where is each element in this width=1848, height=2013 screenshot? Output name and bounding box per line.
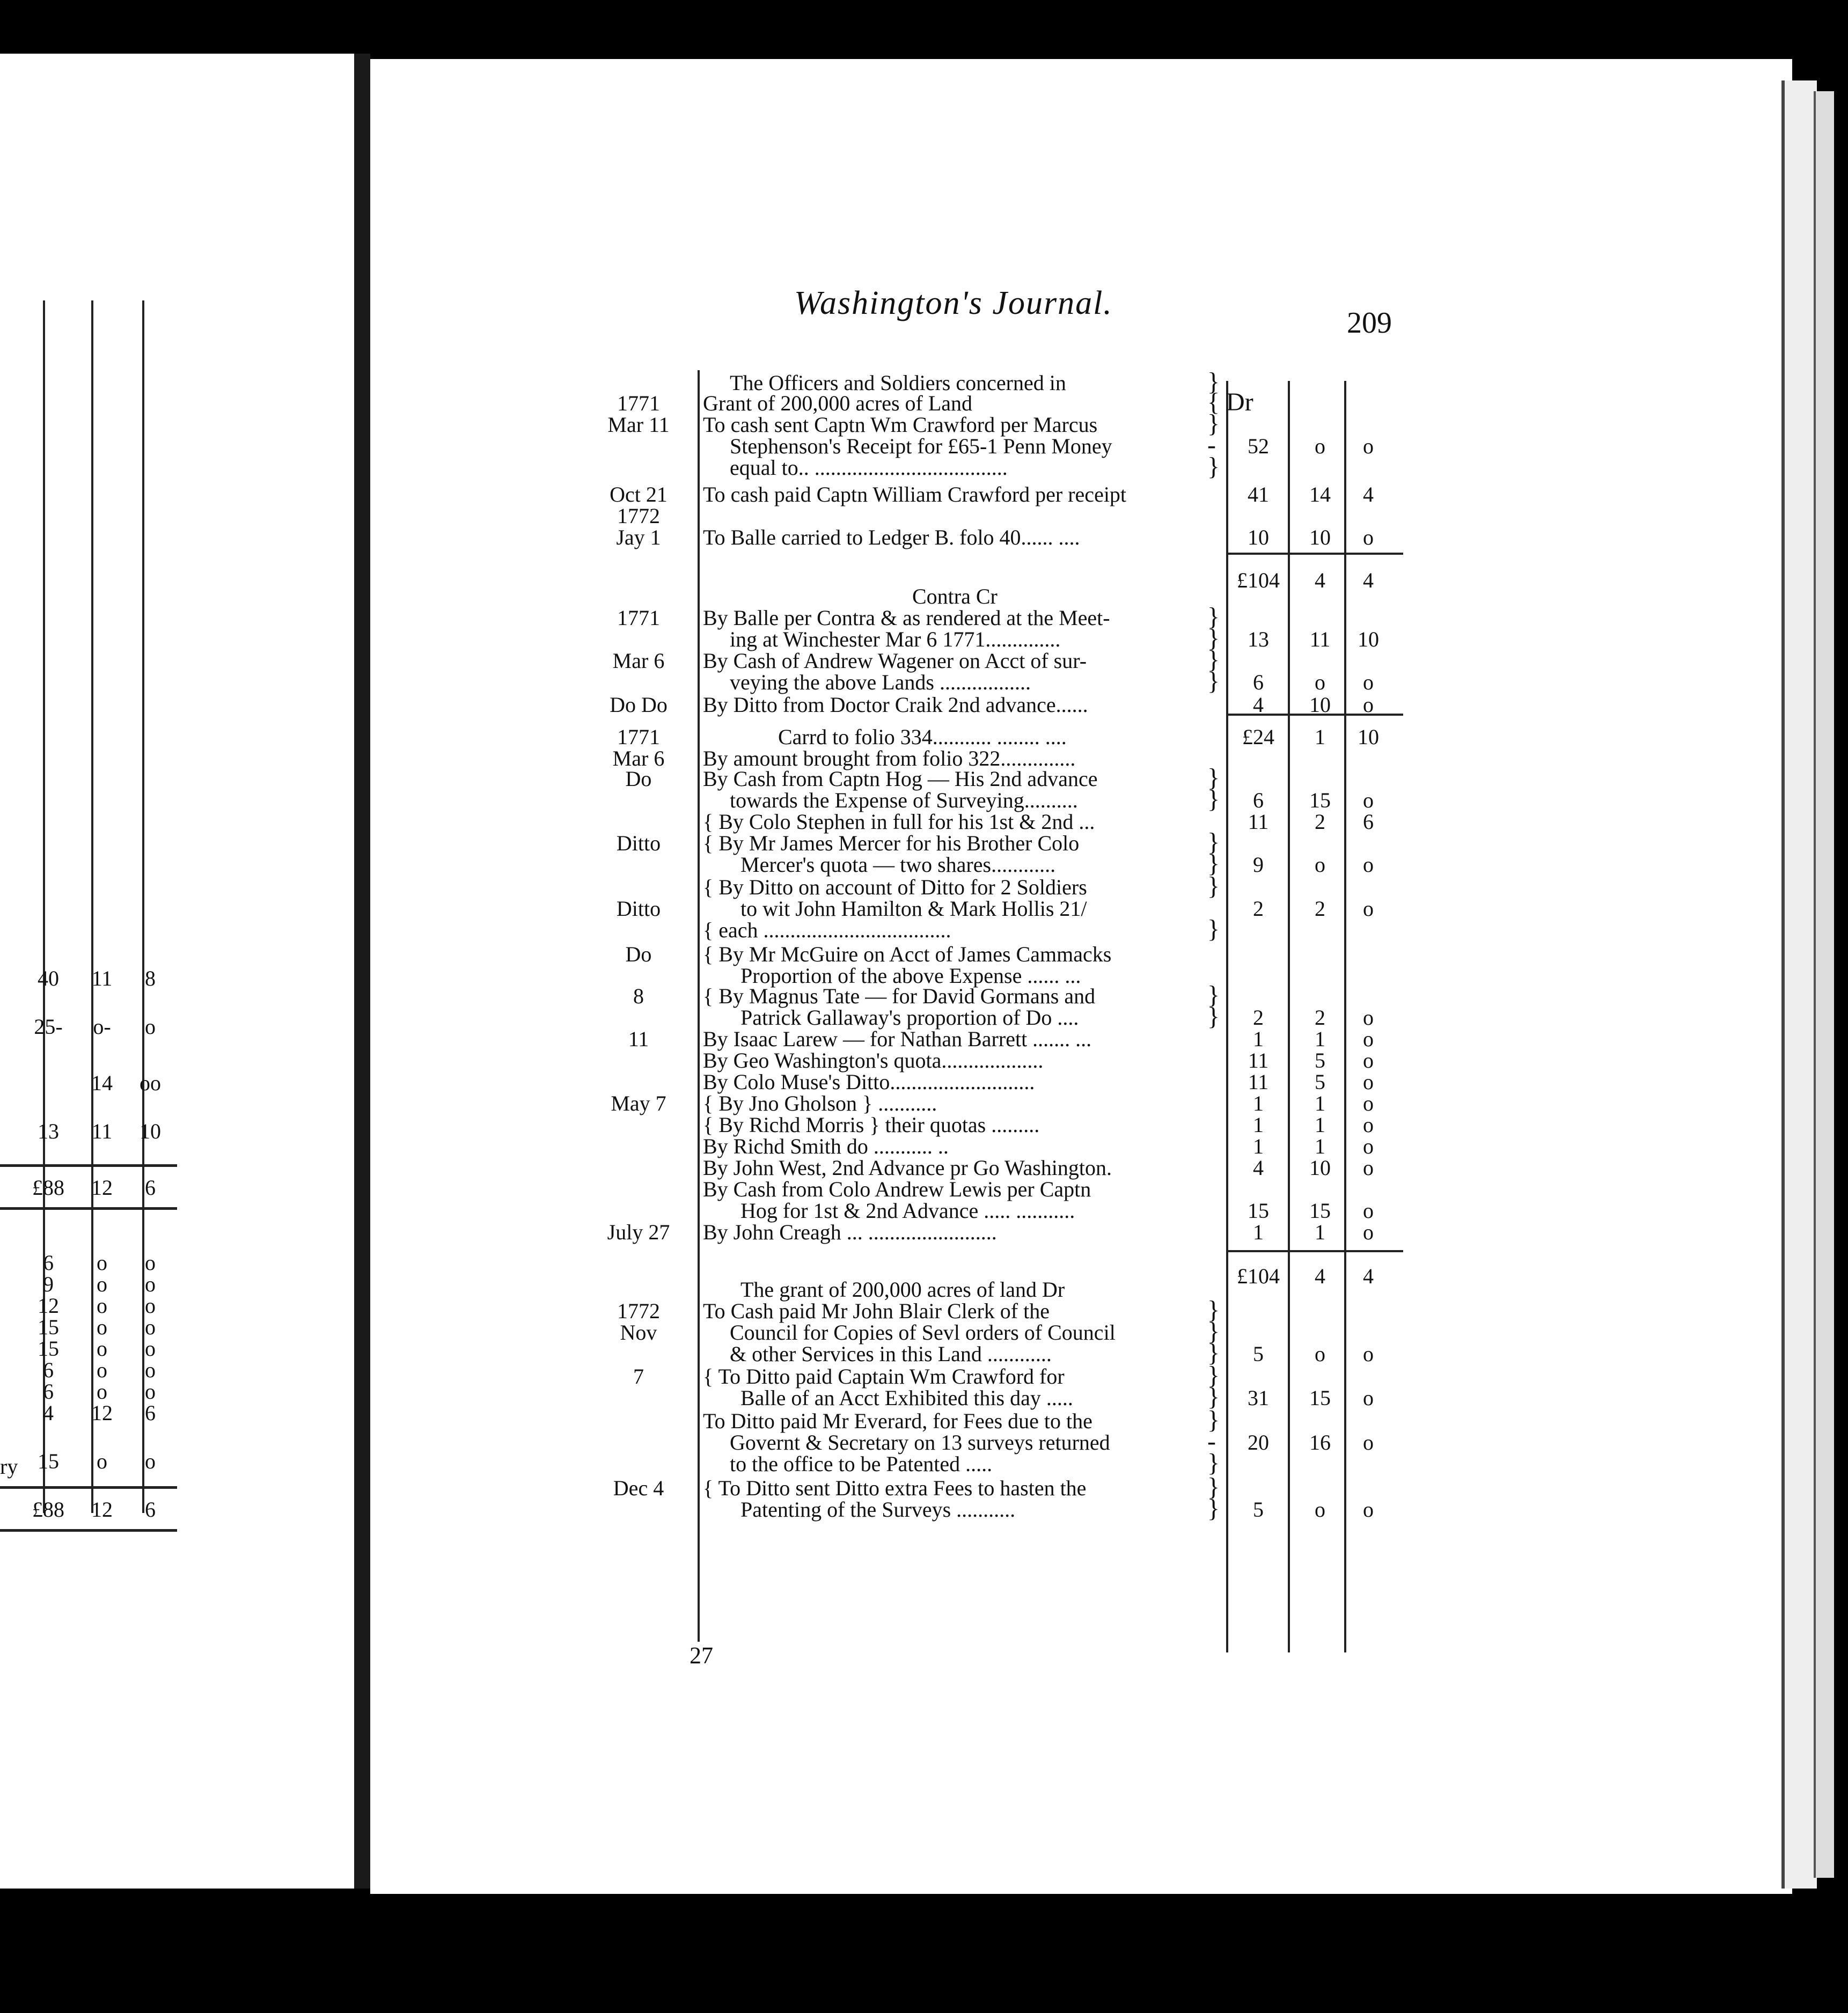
left-amount: o xyxy=(145,1379,156,1404)
margin-fragment: ry xyxy=(0,1454,18,1479)
pence-value: o xyxy=(1363,1134,1374,1158)
entry-description: { To Ditto paid Captain Wm Crawford for xyxy=(703,1364,1065,1388)
left-amount: o xyxy=(145,1015,156,1039)
shillings-value: 1 xyxy=(1315,1027,1325,1051)
pence-value: o xyxy=(1363,670,1374,694)
left-amount: 6 xyxy=(43,1358,54,1382)
pounds-value: 20 xyxy=(1248,1430,1269,1454)
entry-description: Mercer's quota — two shares............ xyxy=(740,853,1056,877)
entry-date: May 7 xyxy=(611,1091,666,1115)
brace-mark: } xyxy=(1207,1361,1220,1390)
entry-description: Governt & Secretary on 13 surveys returned xyxy=(730,1430,1110,1454)
pounds-value: 1 xyxy=(1253,1091,1264,1115)
shillings-value: o xyxy=(1315,853,1325,877)
left-amount: oo xyxy=(140,1071,161,1095)
entry-description: To Ditto paid Mr Everard, for Fees due to the xyxy=(703,1409,1092,1433)
ledger-entry xyxy=(569,692,1395,716)
sum-rule xyxy=(0,1164,177,1167)
ledger-entry xyxy=(569,1002,1395,1031)
entry-description: By Geo Washington's quota................... xyxy=(703,1048,1044,1072)
shillings-value: o xyxy=(1315,670,1325,694)
shillings-value: 11 xyxy=(1309,627,1331,651)
entry-description: Carrd to folio 334........... ........ .... xyxy=(778,725,1067,749)
shillings-value: 10 xyxy=(1309,1156,1331,1180)
pounds-value: 5 xyxy=(1253,1342,1264,1366)
pounds-value: £24 xyxy=(1242,725,1274,749)
pence-value: o xyxy=(1363,788,1374,812)
pounds-value: 1 xyxy=(1253,1220,1264,1244)
book-gutter xyxy=(354,54,370,1889)
entry-description: { By Jno Gholson } ........... xyxy=(703,1091,937,1115)
ledger-entry xyxy=(569,1298,1395,1322)
pence-value: o xyxy=(1363,1199,1374,1223)
shillings-value: o xyxy=(1315,1342,1325,1366)
entry-description: Stephenson's Receipt for £65-1 Penn Money xyxy=(730,434,1112,458)
left-amount: o xyxy=(145,1294,156,1318)
left-amount: o xyxy=(97,1272,107,1296)
shillings-value: 1 xyxy=(1315,725,1325,749)
entry-description: Hog for 1st & 2nd Advance ..... ........... xyxy=(740,1199,1075,1223)
pounds-value: 1 xyxy=(1253,1027,1264,1051)
sum-rule xyxy=(0,1529,177,1532)
entry-date: 1772 xyxy=(617,504,660,528)
brace-mark: } xyxy=(1207,667,1220,695)
shillings-value: 2 xyxy=(1315,810,1325,834)
left-amount: o xyxy=(145,1315,156,1339)
ledger-entry xyxy=(569,872,1395,900)
ledger-entry xyxy=(569,1317,1395,1346)
pence-value: o xyxy=(1363,1156,1374,1180)
left-amount: 11 xyxy=(91,1119,113,1143)
brace-mark: - xyxy=(1207,1427,1216,1456)
entry-date: Dec 4 xyxy=(613,1476,664,1500)
entry-date: Ditto xyxy=(616,897,661,921)
ledger-entry xyxy=(569,1048,1395,1071)
ledger-entry xyxy=(569,785,1395,813)
ledger-entry xyxy=(569,503,1395,527)
ledger-entry xyxy=(569,763,1395,792)
entry-description: By John Creagh ... ........................ xyxy=(703,1220,997,1244)
left-amount: £88 xyxy=(32,1497,64,1522)
left-amount: o xyxy=(97,1379,107,1404)
pounds-value: 11 xyxy=(1248,810,1269,834)
pence-value: o xyxy=(1363,1497,1374,1522)
entry-description: { By Mr James Mercer for his Brother Colo xyxy=(703,831,1080,855)
entry-description: By Richd Smith do ........... .. xyxy=(703,1134,949,1158)
pounds-value: 2 xyxy=(1253,1005,1264,1030)
left-amount: 25- xyxy=(34,1015,63,1039)
pounds-value: 52 xyxy=(1248,434,1269,458)
entry-date: 1771 xyxy=(617,606,660,630)
left-amount: 4 xyxy=(43,1401,54,1425)
left-amount: 6 xyxy=(43,1251,54,1275)
shillings-value: 15 xyxy=(1309,1199,1331,1223)
entry-description: By Balle per Contra & as rendered at the Meet- xyxy=(703,606,1110,630)
left-amount: o xyxy=(97,1358,107,1382)
brace-mark: } xyxy=(1207,452,1220,481)
brace-mark: } xyxy=(1207,1339,1220,1367)
entry-date: 8 xyxy=(633,984,644,1008)
left-amount: o xyxy=(97,1315,107,1339)
ledger-entry xyxy=(569,452,1395,481)
entry-date: Do Do xyxy=(610,693,668,717)
pence-value: o xyxy=(1363,1386,1374,1410)
pounds-value: 11 xyxy=(1248,1048,1269,1072)
entry-date: Oct 21 xyxy=(610,482,668,506)
ledger-entry xyxy=(569,1427,1395,1456)
ledger-entry xyxy=(569,605,1395,629)
pounds-value: £104 xyxy=(1237,568,1280,592)
entry-date: Mar 11 xyxy=(607,413,670,437)
pence-value: 4 xyxy=(1363,1264,1374,1288)
brace-mark: } xyxy=(1207,1317,1220,1346)
entry-description: { By Mr McGuire on Acct of James Cammacks xyxy=(703,942,1112,966)
pounds-value: 6 xyxy=(1253,670,1264,694)
ledger-entry xyxy=(569,431,1395,459)
entry-description: to wit John Hamilton & Mark Hollis 21/ xyxy=(740,897,1087,921)
entry-description: To cash paid Captn William Crawford per receipt xyxy=(703,482,1127,506)
entry-description: { By Magnus Tate — for David Gormans and xyxy=(703,984,1096,1008)
brace-mark: } xyxy=(1207,981,1220,1009)
entry-date: Mar 6 xyxy=(612,746,665,770)
left-amount: o xyxy=(97,1336,107,1361)
entry-description: veying the above Lands ................. xyxy=(730,670,1031,694)
pounds-value: 41 xyxy=(1248,482,1269,506)
pence-value: o xyxy=(1363,897,1374,921)
ledger-entry xyxy=(569,584,1395,607)
ledger-entry xyxy=(569,1026,1395,1050)
left-amount: 12 xyxy=(91,1497,113,1522)
shillings-value: 16 xyxy=(1309,1430,1331,1454)
ledger-entry xyxy=(569,1069,1395,1093)
left-amount: 14 xyxy=(91,1071,113,1095)
pounds-value: 4 xyxy=(1253,1156,1264,1180)
ledger-entry xyxy=(569,409,1395,438)
left-amount: 15 xyxy=(38,1315,59,1339)
entry-description: towards the Expense of Surveying.......... xyxy=(730,788,1078,812)
entry-description: { By Richd Morris } their quotas ......... xyxy=(703,1113,1040,1137)
brace-mark: } xyxy=(1207,1383,1220,1411)
pounds-value: 1 xyxy=(1253,1134,1264,1158)
pence-value: o xyxy=(1363,434,1374,458)
ledger-entry xyxy=(569,1361,1395,1390)
shillings-value: 2 xyxy=(1315,1005,1325,1030)
ledger-entry xyxy=(569,1155,1395,1179)
entry-description: The Officers and Soldiers concerned in xyxy=(730,371,1066,395)
left-amount: o xyxy=(97,1251,107,1275)
entry-date: 1771 xyxy=(617,725,660,749)
shillings-value: 15 xyxy=(1309,1386,1331,1410)
left-amount: o xyxy=(145,1358,156,1382)
sum-rule xyxy=(0,1207,177,1210)
brace-mark: } xyxy=(1207,828,1220,856)
ledger-entry xyxy=(569,849,1395,878)
left-amount: o xyxy=(145,1251,156,1275)
entry-date: Nov xyxy=(620,1320,657,1345)
shillings-value: o xyxy=(1315,434,1325,458)
brace-mark: - xyxy=(1207,431,1216,459)
entry-description: { By Ditto on account of Ditto for 2 Soldiers xyxy=(703,875,1087,899)
entry-description: To cash sent Captn Wm Crawford per Marcus xyxy=(703,413,1098,437)
shillings-value: o xyxy=(1315,1497,1325,1522)
brace-mark: } xyxy=(1207,915,1220,943)
left-amount: o xyxy=(145,1449,156,1473)
pounds-value: 10 xyxy=(1248,525,1269,549)
entry-description: Grant of 200,000 acres of Land xyxy=(703,391,973,415)
brace-mark: } xyxy=(1207,1406,1220,1434)
entry-date: 11 xyxy=(628,1027,649,1051)
entry-date: Do xyxy=(625,767,652,791)
entry-date: 1772 xyxy=(617,1299,660,1323)
entry-description: By Cash from Colo Andrew Lewis per Captn xyxy=(703,1177,1091,1201)
entry-description: Proportion of the above Expense ...... ... xyxy=(740,964,1081,988)
ledger-entry xyxy=(569,828,1395,856)
left-amount: 10 xyxy=(140,1119,161,1143)
entry-description: By Cash from Captn Hog — His 2nd advance xyxy=(703,767,1098,791)
brace-mark: } xyxy=(1207,368,1220,396)
shillings-value: 2 xyxy=(1315,897,1325,921)
ledger-entry xyxy=(569,983,1395,1007)
left-amount: o xyxy=(145,1272,156,1296)
left-page-fragment xyxy=(0,54,354,1889)
pence-value: o xyxy=(1363,1342,1374,1366)
entry-description: The grant of 200,000 acres of land Dr xyxy=(740,1277,1065,1302)
left-amount: 13 xyxy=(38,1119,59,1143)
entry-description: ing at Winchester Mar 6 1771.............. xyxy=(730,627,1061,651)
ledger-entry xyxy=(569,1385,1395,1409)
entry-description: Balle of an Acct Exhibited this day ..... xyxy=(740,1386,1073,1410)
page-number: 209 xyxy=(1347,306,1392,340)
pence-value: 10 xyxy=(1358,627,1379,651)
left-amount: 8 xyxy=(145,966,156,990)
brace-mark: } xyxy=(1207,763,1220,792)
pence-value: o xyxy=(1363,1091,1374,1115)
left-amount: 40 xyxy=(38,966,59,990)
entry-description: { To Ditto sent Ditto extra Fees to hasten the xyxy=(703,1476,1087,1500)
brace-mark: } xyxy=(1207,409,1220,438)
ledger-entry xyxy=(569,1134,1395,1157)
left-amount: 15 xyxy=(38,1449,59,1473)
entry-description: By Ditto from Doctor Craik 2nd advance...... xyxy=(703,693,1088,717)
shillings-value: 1 xyxy=(1315,1220,1325,1244)
pence-value: o xyxy=(1363,693,1374,717)
pence-value: 10 xyxy=(1358,725,1379,749)
shillings-value: 4 xyxy=(1315,1264,1325,1288)
brace-mark: } xyxy=(1207,785,1220,813)
ledger-entry xyxy=(569,482,1395,505)
pounds-value: 11 xyxy=(1248,1070,1269,1094)
pence-value: o xyxy=(1363,1005,1374,1030)
pence-value: o xyxy=(1363,525,1374,549)
ledger-entry xyxy=(569,809,1395,833)
ledger-entry xyxy=(569,624,1395,652)
entry-description: By amount brought from folio 322.............. xyxy=(703,746,1076,770)
pounds-value: 4 xyxy=(1253,693,1264,717)
total-rule xyxy=(1226,553,1403,555)
pounds-value: 13 xyxy=(1248,627,1269,651)
ledger-entry xyxy=(569,1277,1395,1301)
ledger-entry xyxy=(569,1341,1395,1365)
brace-mark: } xyxy=(1207,872,1220,900)
pence-value: o xyxy=(1363,1113,1374,1137)
pence-value: o xyxy=(1363,853,1374,877)
pence-value: o xyxy=(1363,1220,1374,1244)
entry-description: To Balle carried to Ledger B. folo 40...... .... xyxy=(703,525,1080,549)
left-amount: 6 xyxy=(145,1401,156,1425)
left-amount: o xyxy=(145,1336,156,1361)
brace-mark: } xyxy=(1207,645,1220,674)
entry-description: & other Services in this Land ............ xyxy=(730,1342,1052,1366)
ledger-entry xyxy=(569,942,1395,965)
brace-mark: } xyxy=(1207,603,1220,631)
shillings-value: 1 xyxy=(1315,1134,1325,1158)
pounds-value: 15 xyxy=(1248,1199,1269,1223)
shillings-value: 5 xyxy=(1315,1070,1325,1094)
page-edge-shadow xyxy=(1814,91,1834,1878)
left-amount: 6 xyxy=(145,1176,156,1200)
pounds-value: 5 xyxy=(1253,1497,1264,1522)
pence-value: 4 xyxy=(1363,568,1374,592)
shillings-value: 1 xyxy=(1315,1113,1325,1137)
brace-mark: { Dr xyxy=(1207,388,1253,416)
shillings-value: 1 xyxy=(1315,1091,1325,1115)
pounds-value: £104 xyxy=(1237,1264,1280,1288)
entry-description: { each ................................... xyxy=(703,918,951,942)
shillings-value: 4 xyxy=(1315,568,1325,592)
entry-date: Mar 6 xyxy=(612,649,665,673)
entry-date: 7 xyxy=(633,1364,644,1388)
ledger-entry xyxy=(569,917,1395,941)
shillings-value: 10 xyxy=(1309,693,1331,717)
brace-mark: } xyxy=(1207,1449,1220,1477)
brace-mark: } xyxy=(1207,1494,1220,1523)
sum-rule xyxy=(0,1486,177,1489)
total-rule xyxy=(1226,1250,1403,1252)
left-amount: 9 xyxy=(43,1272,54,1296)
left-amount: 6 xyxy=(43,1379,54,1404)
pounds-value: 2 xyxy=(1253,897,1264,921)
left-amount: o xyxy=(97,1449,107,1473)
ledger-entry xyxy=(569,724,1395,748)
entry-description: Council for Copies of Sevl orders of Council xyxy=(730,1320,1116,1345)
entry-date: 1771 xyxy=(617,391,660,415)
pence-value: 4 xyxy=(1363,482,1374,506)
pence-value: o xyxy=(1363,1430,1374,1454)
pence-value: o xyxy=(1363,1070,1374,1094)
page-edge xyxy=(1781,80,1817,1889)
entry-description: Contra Cr xyxy=(912,584,998,608)
shillings-value: 5 xyxy=(1315,1048,1325,1072)
ledger-entry xyxy=(569,1408,1395,1432)
entry-description: By John West, 2nd Advance pr Go Washington. xyxy=(703,1156,1112,1180)
ledger-entry xyxy=(569,1198,1395,1222)
entry-description: to the office to be Patented ..... xyxy=(730,1452,993,1476)
ledger-entry xyxy=(569,1219,1395,1243)
left-amount: £88 xyxy=(32,1176,64,1200)
ledger-entry xyxy=(569,1494,1395,1523)
brace-mark: } xyxy=(1207,1296,1220,1324)
entry-description: equal to.. .................................... xyxy=(730,456,1008,480)
left-amount: 6 xyxy=(145,1497,156,1522)
pounds-value: 9 xyxy=(1253,853,1264,877)
left-amount: 12 xyxy=(38,1294,59,1318)
pounds-value: 31 xyxy=(1248,1386,1269,1410)
running-head: Washington's Journal. xyxy=(794,285,1113,321)
ledger-table xyxy=(569,370,1395,1652)
pounds-value: 1 xyxy=(1253,1113,1264,1137)
entry-description: Patrick Gallaway's proportion of Do .... xyxy=(740,1005,1079,1030)
entry-date: July 27 xyxy=(607,1220,670,1244)
ledger-entry xyxy=(569,1177,1395,1200)
entry-date: Ditto xyxy=(616,831,661,855)
brace-mark: } xyxy=(1207,849,1220,878)
pence-value: o xyxy=(1363,1027,1374,1051)
left-amount: o xyxy=(97,1294,107,1318)
entry-description: By Colo Muse's Ditto........................... xyxy=(703,1070,1035,1094)
ledger-entry xyxy=(569,1475,1395,1499)
left-amount: 12 xyxy=(91,1401,113,1425)
ledger-entry xyxy=(569,667,1395,695)
brace-mark: } xyxy=(1207,1473,1220,1501)
ledger-entry xyxy=(569,896,1395,920)
left-amount: 15 xyxy=(38,1336,59,1361)
ledger-entry xyxy=(569,645,1395,674)
shillings-value: 14 xyxy=(1309,482,1331,506)
left-amount: 11 xyxy=(91,966,113,990)
entry-description: By Cash of Andrew Wagener on Acct of sur- xyxy=(703,649,1087,673)
pounds-value: 6 xyxy=(1253,788,1264,812)
shillings-value: 10 xyxy=(1309,525,1331,549)
ledger-entry xyxy=(569,525,1395,548)
brace-mark: } xyxy=(1207,624,1220,652)
entry-date: Do xyxy=(625,942,652,966)
entry-description: To Cash paid Mr John Blair Clerk of the xyxy=(703,1299,1050,1323)
ledger-entry xyxy=(569,1451,1395,1475)
entry-description: Patenting of the Surveys ........... xyxy=(740,1497,1016,1522)
left-amount: 12 xyxy=(91,1176,113,1200)
entry-date: Jay 1 xyxy=(616,525,661,549)
brace-mark: } xyxy=(1207,1002,1220,1031)
ledger-entry xyxy=(569,388,1395,416)
entry-description: By Isaac Larew — for Nathan Barrett ....... ... xyxy=(703,1027,1092,1051)
ledger-entry xyxy=(569,1091,1395,1114)
ledger-entry xyxy=(569,1112,1395,1136)
left-amount: o- xyxy=(93,1015,111,1039)
entry-description: { By Colo Stephen in full for his 1st & 2nd ... xyxy=(703,810,1095,834)
pence-value: 6 xyxy=(1363,810,1374,834)
signature-mark: 27 xyxy=(690,1642,713,1669)
pence-value: o xyxy=(1363,1048,1374,1072)
shillings-value: 15 xyxy=(1309,788,1331,812)
